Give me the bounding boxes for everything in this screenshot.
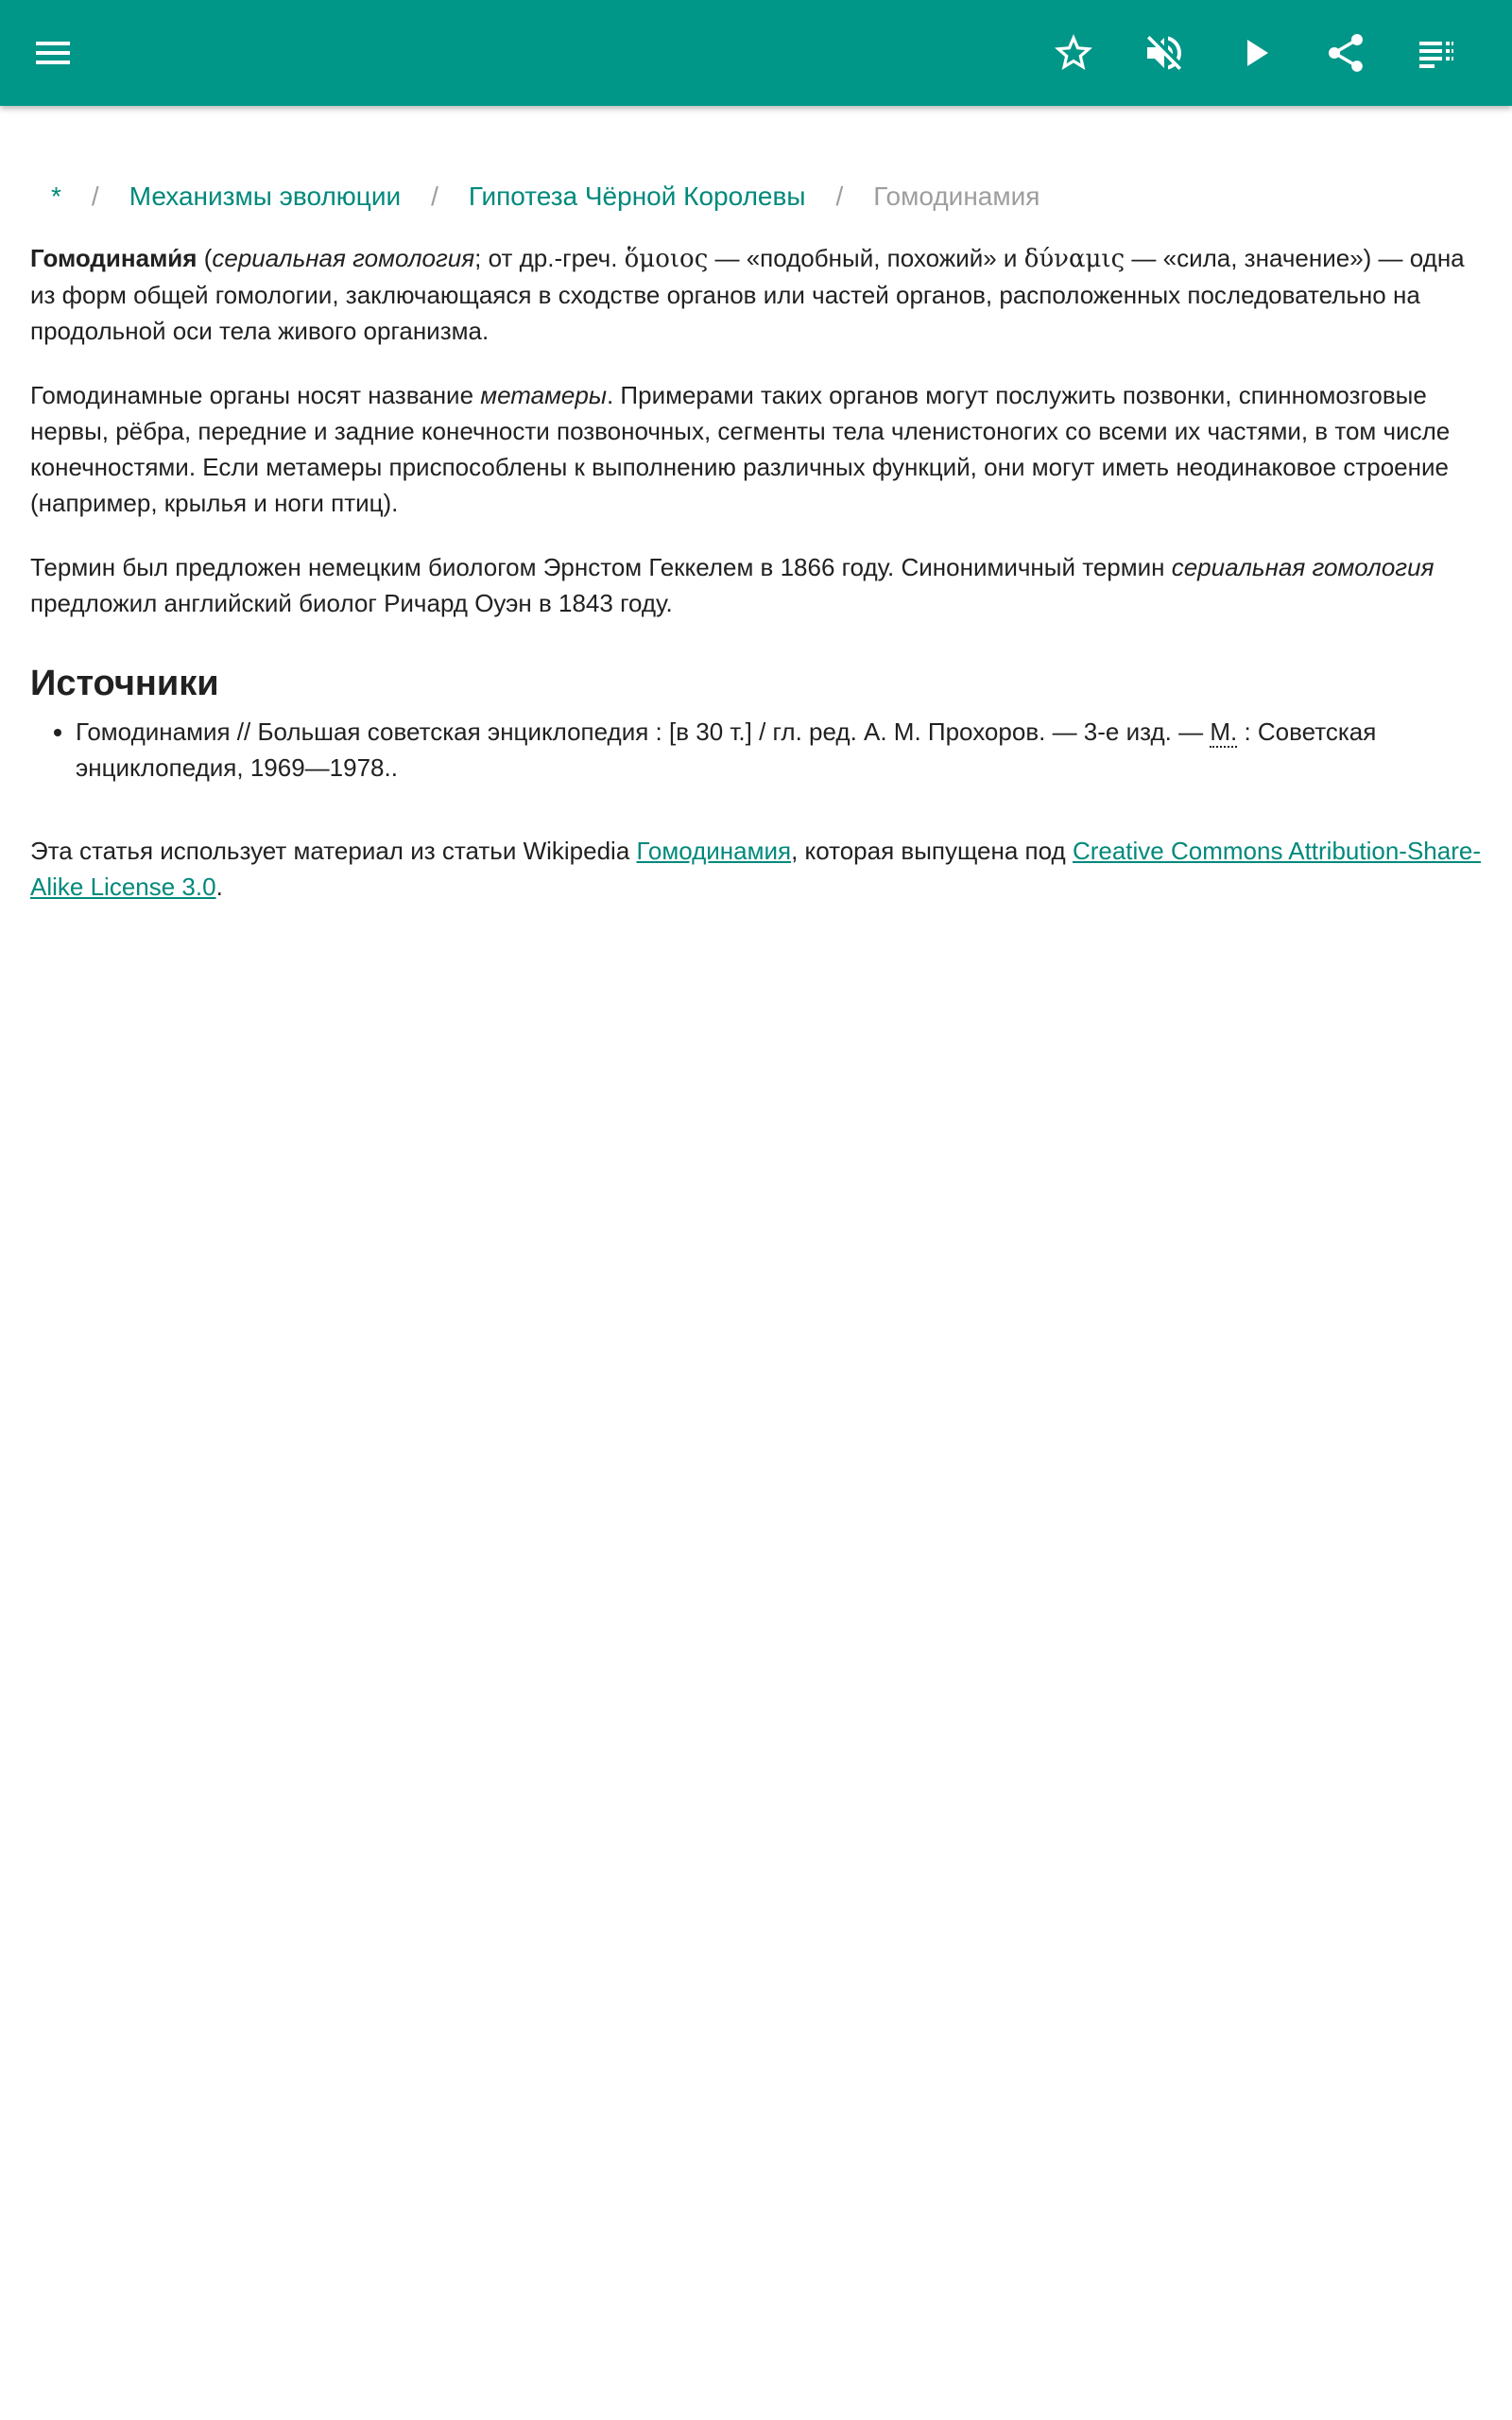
license-link[interactable]: Creative Commons Attribution-Share-Alike License 3.0 [30,837,1481,901]
breadcrumb-separator: / [431,182,438,211]
breadcrumb-home[interactable]: * [51,182,61,211]
text-fragment: ( [203,244,213,272]
wikipedia-article-link[interactable]: Гомодинамия [636,837,792,865]
text-fragment: предложил английский биолог Ричард Оуэн в 1843 году. [30,589,673,617]
breadcrumb-separator: / [91,182,99,211]
attribution [30,833,1482,905]
breadcrumb-item-evolution-mechanisms[interactable]: Механизмы эволюции [129,182,402,211]
paragraph-definition [30,240,1482,349]
article-content [30,106,1482,905]
breadcrumb-separator: / [835,182,844,211]
breadcrumb [30,170,1482,223]
menu-icon[interactable] [23,23,83,83]
breadcrumb-current: Гомодинамия [873,182,1040,211]
sources-heading: Источники [30,664,219,703]
sources-list [76,714,1482,786]
text-fragment: Гомодинамные органы носят название [30,381,481,409]
list-item [76,714,1482,786]
volume-off-icon[interactable] [1134,23,1194,83]
play-icon[interactable] [1225,23,1285,83]
breadcrumb-item-red-queen[interactable]: Гипотеза Чёрной Королевы [468,182,806,211]
playlist-icon[interactable] [1406,23,1467,83]
text-fragment: . Примерами таких органов могут послужить позвонки, спинномозговые нервы, рёбра, передние и задние конечности позвоночных, сегменты тела членистоногих со всеми их частями, в том числе конечностями. Если метамеры приспособлены к выполнению различных функций, они могут иметь неодинаковое строение (например, крылья и ноги птиц). [30,381,1451,517]
text-fragment: : Советская энциклопедия, 1969—1978.. [76,717,1377,782]
paragraph-history [30,549,1482,621]
emphasis: сериальная гомология [1171,553,1435,581]
article-term: Гомодинами́я [30,244,198,272]
text-fragment: Гомодинамия // Большая советская энциклопедия : [в 30 т.] / гл. ред. А. М. Прохоров. — 3-е изд. — [76,717,1211,746]
emphasis: метамеры [480,381,607,409]
text-fragment: ; от др.-греч. [474,244,625,272]
paragraph-metameres [30,377,1482,521]
text-fragment: Термин был предложен немецким биологом Эрнстом Геккелем в 1866 году. Синонимичный термин [30,553,1172,581]
share-icon[interactable] [1315,23,1376,83]
greek-word: δύναμις [1023,245,1125,273]
synonym-term: сериальная гомология [212,244,475,272]
greek-word: ὅμοιος [624,245,709,273]
text-fragment: Эта статья использует материал из статьи Wikipedia [30,837,637,865]
text-fragment: , которая выпущена под [791,837,1073,865]
star-outline-icon[interactable] [1043,23,1104,83]
text-fragment: — «подобный, похожий» и [708,244,1024,272]
text-fragment: . [215,873,223,901]
abbreviation: М. [1210,717,1238,746]
text-fragment: — «сила, значение») — одна из форм общей гомологии, заключающаяся в сходстве органов или частей органов, расположенных последовательно на продольной оси тела живого организма. [30,244,1465,345]
app-bar [0,0,1512,106]
